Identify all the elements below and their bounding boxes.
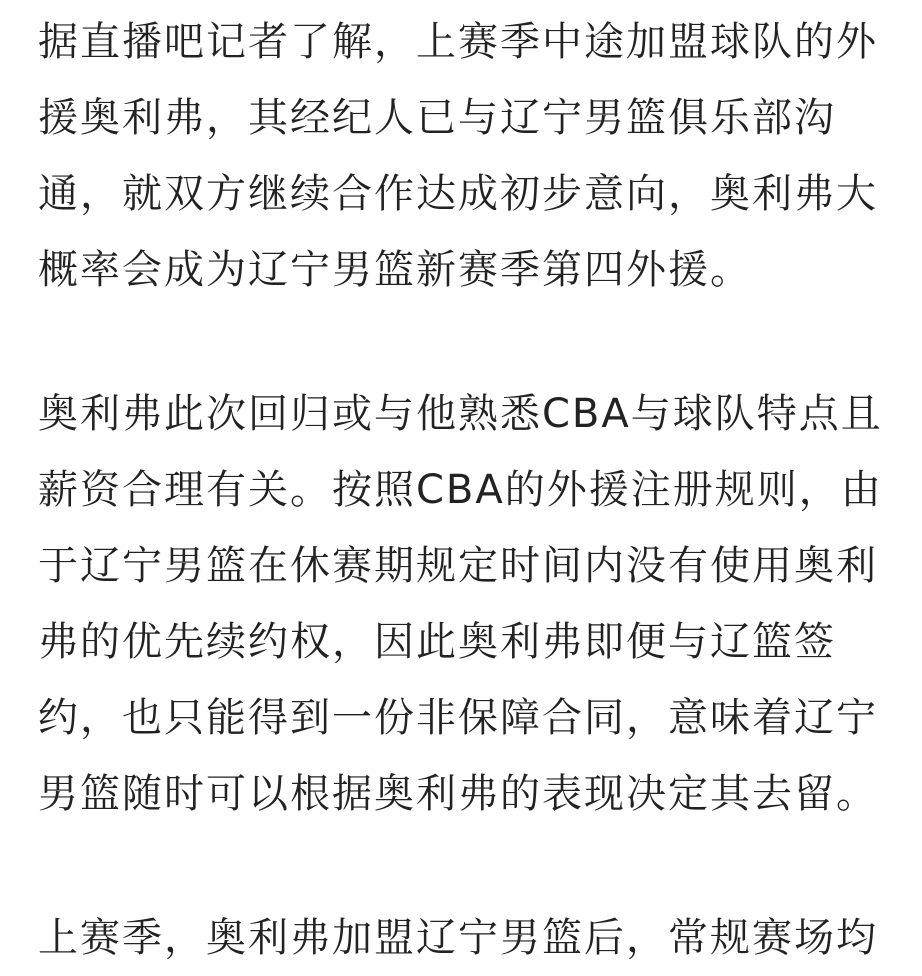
- text-line: 奥利弗此次回归或与他熟悉CBA与球队特点且: [38, 391, 883, 437]
- text-line: 援奥利弗，其经纪人已与辽宁男篮俱乐部沟: [38, 95, 836, 141]
- text-line: 薪资合理有关。按照CBA的外援注册规则，由: [38, 467, 883, 513]
- text-line: 据直播吧记者了解，上赛季中途加盟球队的外: [38, 19, 878, 65]
- text-line: 男篮随时可以根据奥利弗的表现决定其去留。: [38, 771, 878, 817]
- text-line: 概率会成为辽宁男篮新赛季第四外援。: [38, 247, 752, 293]
- text-line: 上赛季，奥利弗加盟辽宁男篮后，常规赛场均: [38, 915, 878, 961]
- paragraph-2: [38, 376, 888, 832]
- text-line: 通，就双方继续合作达成初步意向，奥利弗大: [38, 171, 878, 217]
- text-line: 弗的优先续约权，因此奥利弗即便与辽篮签: [38, 619, 836, 665]
- paragraph-1: [38, 4, 888, 308]
- paragraph-gap: [38, 832, 888, 900]
- text-line: 于辽宁男篮在休赛期规定时间内没有使用奥利: [38, 543, 878, 589]
- paragraph-3: [38, 900, 888, 976]
- article-body: [38, 4, 888, 976]
- paragraph-gap: [38, 308, 888, 376]
- text-line: 约，也只能得到一份非保障合同，意味着辽宁: [38, 695, 878, 741]
